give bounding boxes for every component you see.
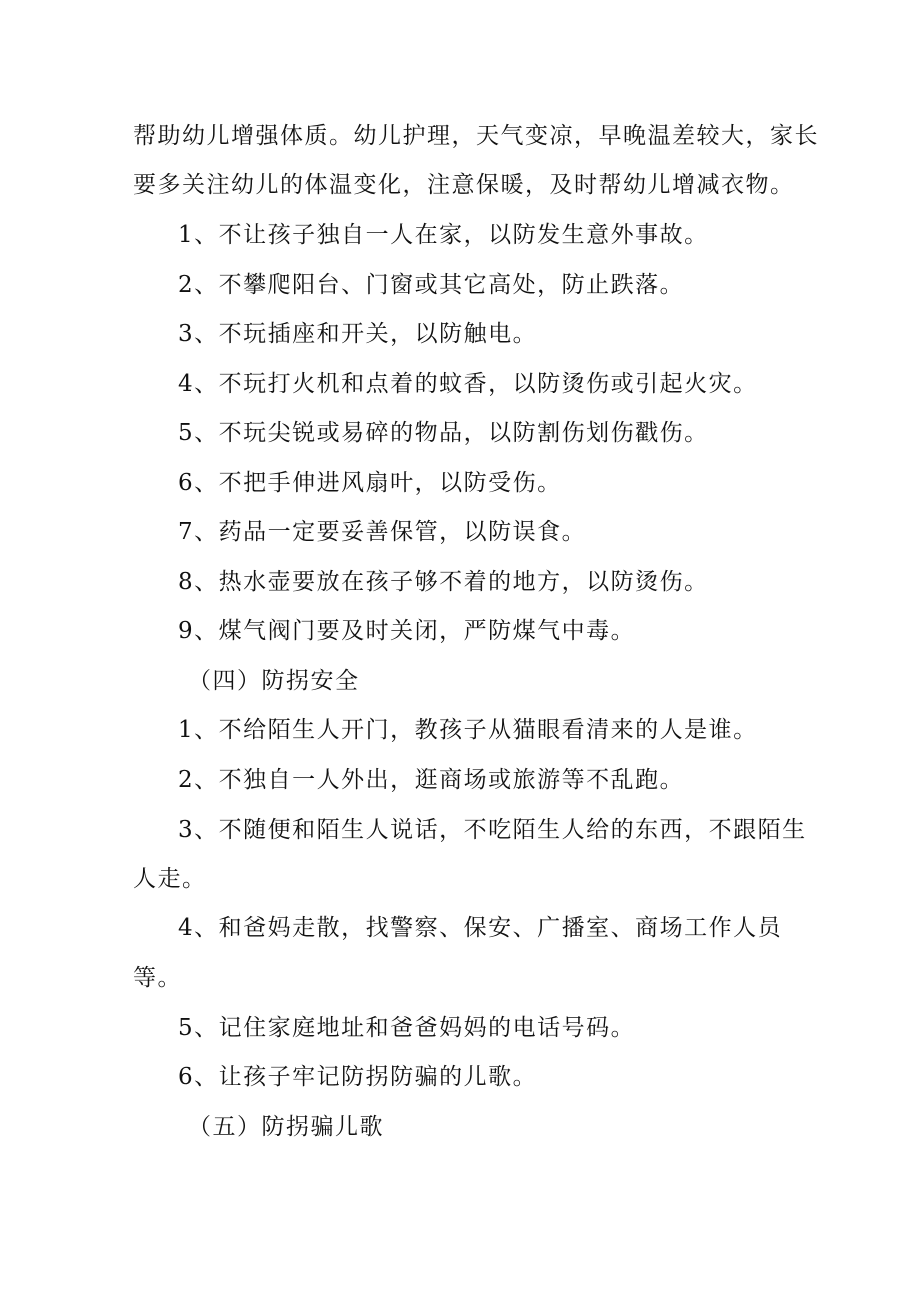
intro-line-2: 要多关注幼儿的体温变化，注意保暖，及时帮幼儿增减衣物。 (133, 172, 795, 198)
home-safety-item-1: 1、不让孩子独自一人在家，以防发生意外事故。 (178, 222, 709, 248)
home-safety-item-6: 6、不把手伸进风扇叶，以防受伤。 (178, 470, 562, 496)
anti-abduction-item-6: 6、让孩子牢记防拐防骗的儿歌。 (178, 1064, 538, 1090)
anti-abduction-item-4: 4、和爸妈走散，找警察、保安、广播室、商场工作人员 (178, 915, 783, 941)
intro-line-1: 帮助幼儿增强体质。幼儿护理，天气变凉，早晚温差较大，家长 (133, 123, 819, 149)
home-safety-item-9: 9、煤气阀门要及时关闭，严防煤气中毒。 (178, 618, 636, 644)
anti-abduction-item-4-continued: 等。 (133, 965, 182, 991)
home-safety-item-5: 5、不玩尖锐或易碎的物品，以防割伤划伤戳伤。 (178, 420, 709, 446)
home-safety-item-3: 3、不玩插座和开关，以防触电。 (178, 321, 538, 347)
home-safety-item-2: 2、不攀爬阳台、门窗或其它高处，防止跌落。 (178, 272, 685, 298)
anti-abduction-item-3-continued: 人走。 (133, 866, 207, 892)
anti-abduction-item-2: 2、不独自一人外出，逛商场或旅游等不乱跑。 (178, 767, 685, 793)
home-safety-item-8: 8、热水壶要放在孩子够不着的地方，以防烫伤。 (178, 569, 709, 595)
anti-abduction-item-1: 1、不给陌生人开门，教孩子从猫眼看清来的人是谁。 (178, 717, 758, 743)
anti-abduction-item-5: 5、记住家庭地址和爸爸妈妈的电话号码。 (178, 1015, 636, 1041)
home-safety-item-7: 7、药品一定要妥善保管，以防误食。 (178, 519, 587, 545)
section-5-heading: （五）防拐骗儿歌 (188, 1114, 384, 1140)
anti-abduction-item-3: 3、不随便和陌生人说话，不吃陌生人给的东西，不跟陌生 (178, 817, 807, 843)
section-4-heading: （四）防拐安全 (188, 668, 360, 694)
home-safety-item-4: 4、不玩打火机和点着的蚊香，以防烫伤或引起火灾。 (178, 371, 758, 397)
